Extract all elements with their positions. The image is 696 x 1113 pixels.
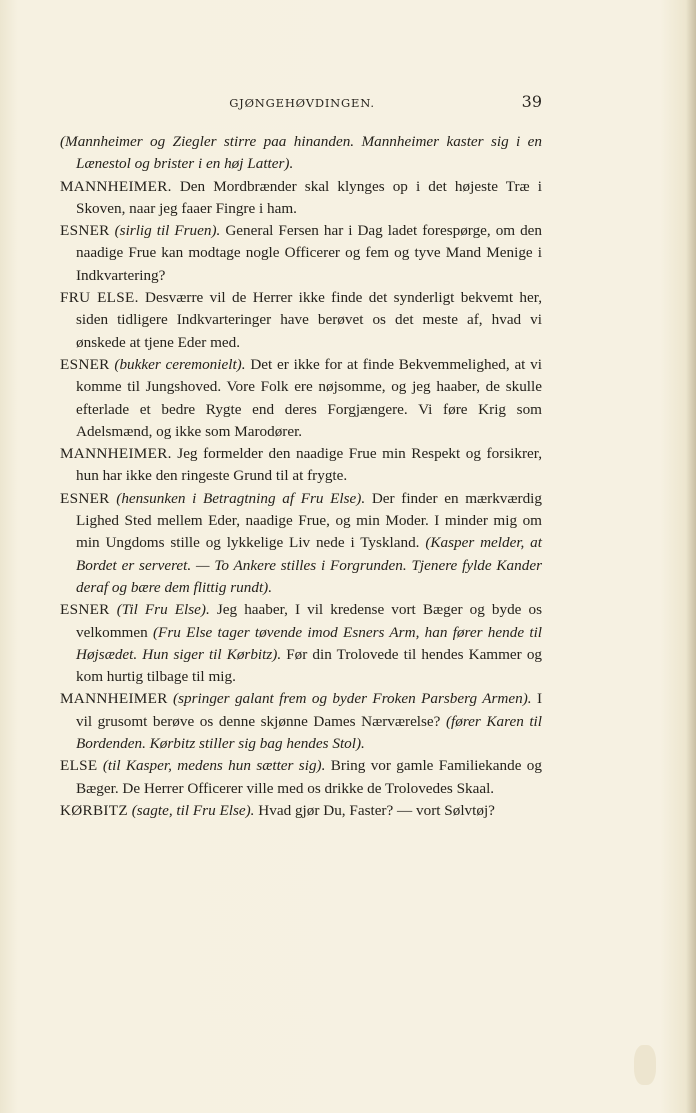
dialogue-text: Bring vor gamle Familiekande og Bæger. De Herrer Officerer ville med os drikke de Trolovedes Skaal. — [76, 757, 542, 797]
speaker-name: KØRBITZ — [60, 801, 128, 819]
dialogue-text: Før din Trolovede til hendes Kammer og kom hurtig tilbage til mig. — [76, 645, 543, 686]
paragraph — [60, 599, 542, 688]
paragraph — [60, 800, 542, 822]
dialogue-text: Der finder en mærkværdig Lighed Sted mellem Eder, naadige Frue, og min Moder. I minder mig om min Ungdoms stille og lykkelige Liv nede i Tyskland. — [76, 489, 542, 552]
speaker-name: MANNHEIMER. — [60, 445, 172, 463]
paper-stain — [634, 1045, 656, 1085]
paragraph — [60, 176, 542, 221]
paragraph — [60, 755, 542, 800]
stage-direction: (bukker ceremonielt). — [114, 355, 246, 373]
stage-direction: (fører Karen til Bordenden. Kørbitz stiller sig bag hendes Stol). — [76, 712, 542, 753]
stage-direction: (Kasper melder, at Bordet er serveret. — To Ankere stilles i Forgrunden. Tjenere fylde Kander deraf og bære dem flittig rundt). — [76, 534, 542, 596]
dialogue-text: Jeg formelder den naadige Frue min Respekt og forsikrer, hun har ikke den ringeste Grund til at frygte. — [76, 445, 543, 485]
running-title: GJØNGEHØVDINGEN. — [229, 96, 375, 110]
speaker-name: FRU ELSE. — [60, 289, 139, 307]
paragraph — [60, 131, 542, 176]
paragraph — [60, 220, 542, 287]
page-edge-shadow — [686, 0, 696, 1113]
paragraph — [60, 488, 542, 599]
dialogue-text: Desværre vil de Herrer ikke finde det synderligt bekvemt her, siden tidligere Indkvarteringer have berøvet os det meste af, hvad vi ønskede at tjene Eder med. — [76, 289, 542, 351]
stage-direction: (Mannheimer og Ziegler stirre paa hinanden. Mannheimer kaster sig i en Lænestol og brister i en høj Latter). — [60, 133, 542, 173]
paragraph — [60, 287, 542, 354]
speaker-name: ESNER — [60, 489, 110, 507]
stage-direction: (sagte, til Fru Else). — [131, 801, 255, 819]
paragraph — [60, 443, 542, 488]
dialogue-text: Jeg haaber, I vil kredense vort Bæger og byde os velkommen — [76, 601, 543, 641]
play-text — [60, 131, 542, 822]
stage-direction: (hensunken i Betragtning af Fru Else). — [116, 489, 366, 507]
dialogue-text: Det er ikke for at finde Bekvemmelighed, at vi komme til Jungshoved. Vore Folk ere nøjsomme, og jeg haaber, de skulle efterlade et bedre Rygte end deres Forgjængere. Vi føre Krig som Adelsmænd, og ikke som Marodører. — [76, 355, 542, 440]
stage-direction: (Til Fru Else). — [116, 601, 210, 619]
speaker-name: MANNHEIMER — [60, 690, 168, 708]
dialogue-text: Hvad gjør Du, Faster? — vort Sølvtøj? — [258, 801, 495, 819]
dialogue-text: General Fersen har i Dag ladet forespørge, om den naadige Frue kan modtage nogle Officerer og fem og tyve Mand Menige i Indkvartering? — [76, 222, 543, 284]
speaker-name: ELSE — [60, 757, 98, 775]
stage-direction: (sirlig til Fruen). — [114, 222, 221, 240]
stage-direction: (springer galant frem og byder Froken Parsberg Armen). — [173, 690, 532, 708]
speaker-name: MANNHEIMER. — [60, 177, 172, 195]
stage-direction: (til Kasper, medens hun sætter sig). — [102, 757, 326, 775]
running-head — [60, 92, 544, 114]
dialogue-text: Den Mordbrænder skal klynges op i det højeste Træ i Skoven, naar jeg faaer Fingre i ham. — [76, 177, 542, 217]
paragraph — [60, 354, 542, 443]
page-number: 39 — [521, 92, 542, 111]
stage-direction: (Fru Else tager tøvende imod Esners Arm, han fører hende til Højsædet. Hun siger til Kørbitz). — [76, 623, 543, 663]
speaker-name: ESNER — [60, 222, 110, 240]
dialogue-text: I vil grusomt berøve os denne skjønne Dames Nærværelse? — [76, 690, 543, 730]
speaker-name: ESNER — [60, 355, 110, 373]
speaker-name: ESNER — [60, 601, 110, 619]
paragraph — [60, 688, 542, 755]
